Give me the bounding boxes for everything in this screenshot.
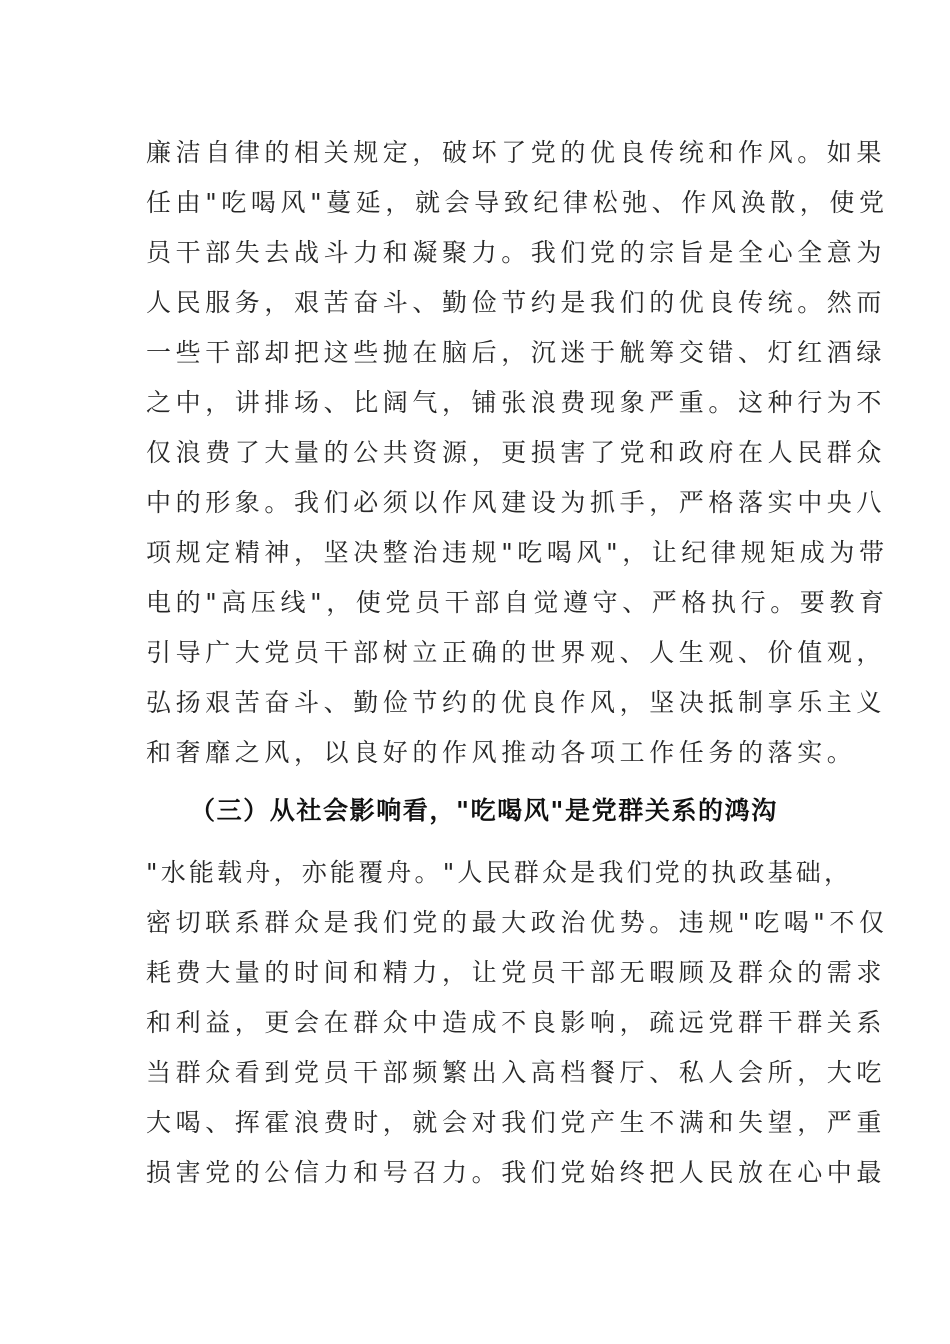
paragraph-line: 之中，讲排场、比阔气，铺张浪费现象严重。这种行为不 [146, 388, 887, 417]
paragraph-line: 员干部失去战斗力和凝聚力。我们党的宗旨是全心全意为 [146, 238, 887, 267]
paragraph-line: 当群众看到党员干部频繁出入高档餐厅、私人会所，大吃 [146, 1058, 887, 1087]
paragraph-line: 仅浪费了大量的公共资源，更损害了党和政府在人民群众 [146, 438, 887, 467]
paragraph-line: 密切联系群众是我们党的最大政治优势。违规"吃喝"不仅 [146, 908, 889, 937]
paragraph-line: 大喝、挥霍浪费时，就会对我们党产生不满和失望，严重 [146, 1108, 887, 1137]
paragraph-line: 和奢靡之风，以良好的作风推动各项工作任务的落实。 [146, 738, 857, 767]
paragraph-line: 引导广大党员干部树立正确的世界观、人生观、价值观， [146, 638, 887, 667]
paragraph-line: 一些干部却把这些抛在脑后，沉迷于觥筹交错、灯红酒绿 [146, 338, 887, 367]
paragraph-line: 和利益，更会在群众中造成不良影响，疏远党群干群关系 [146, 1008, 887, 1037]
paragraph-line: 弘扬艰苦奋斗、勤俭节约的优良作风，坚决抵制享乐主义 [146, 688, 887, 717]
paragraph-line: 损害党的公信力和号召力。我们党始终把人民放在心中最 [146, 1158, 887, 1187]
paragraph-line: 中的形象。我们必须以作风建设为抓手，严格落实中央八 [146, 488, 887, 517]
section-heading: （三）从社会影响看，"吃喝风"是党群关系的鸿沟 [190, 796, 778, 825]
paragraph-line: 耗费大量的时间和精力，让党员干部无暇顾及群众的需求 [146, 958, 887, 987]
paragraph-line: 任由"吃喝风"蔓延，就会导致纪律松弛、作风涣散，使党 [146, 188, 889, 217]
paragraph-line: "水能载舟，亦能覆舟。"人民群众是我们党的执政基础， [146, 858, 853, 887]
paragraph-line: 人民服务，艰苦奋斗、勤俭节约是我们的优良传统。然而 [146, 288, 887, 317]
paragraph-line: 电的"高压线"，使党员干部自觉遵守、严格执行。要教育 [146, 588, 889, 617]
paragraph-line: 廉洁自律的相关规定，破坏了党的优良传统和作风。如果 [146, 138, 887, 167]
paragraph-line: 项规定精神，坚决整治违规"吃喝风"，让纪律规矩成为带 [146, 538, 889, 567]
